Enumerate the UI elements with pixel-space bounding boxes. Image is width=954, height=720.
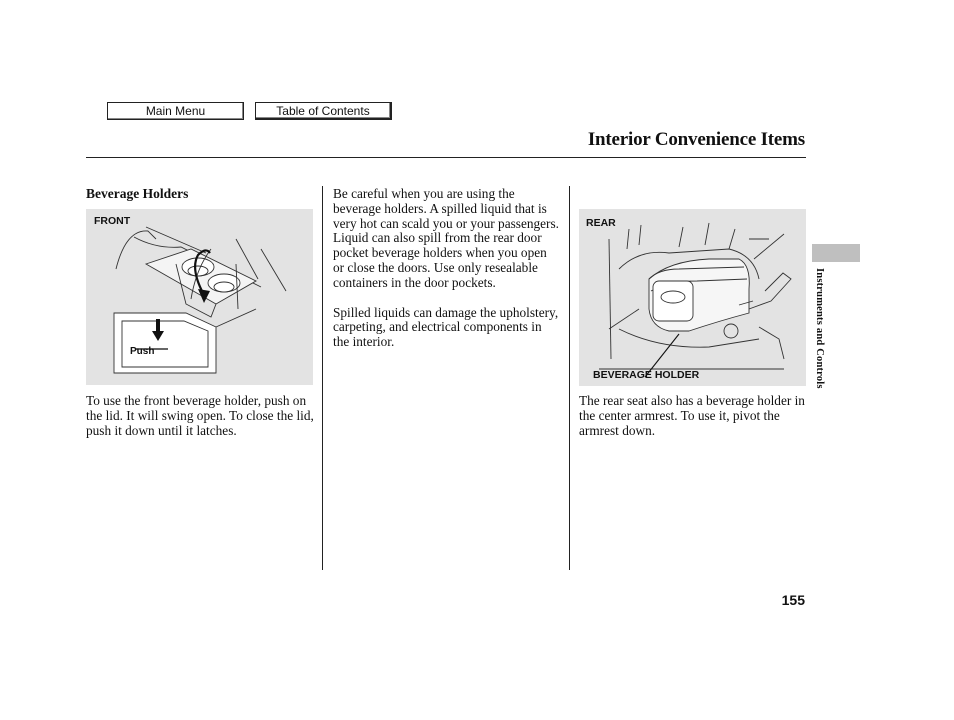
title-rule bbox=[86, 157, 806, 158]
rear-beverage-holder-figure bbox=[579, 209, 806, 386]
front-holder-instructions: To use the front beverage holder, push on the lid. It will swing open. To close the lid, push it down until it latches. bbox=[86, 393, 314, 438]
front-figure-label: FRONT bbox=[94, 215, 131, 227]
section-side-tab bbox=[812, 244, 860, 262]
column-divider-2 bbox=[569, 186, 570, 570]
table-of-contents-button[interactable]: Table of Contents bbox=[255, 102, 392, 120]
front-holder-illustration bbox=[86, 209, 313, 385]
caution-paragraph-1: Be careful when you are using the beverage holders. A spilled liquid that is very hot can scald you or your passengers. Liquid can also spill from the rear door pocket beverage holders when you open or close the doors. Use only resealable containers in the door pockets. bbox=[333, 186, 559, 290]
rear-holder-illustration bbox=[579, 209, 806, 386]
page-number: 155 bbox=[781, 592, 805, 608]
page-title: Interior Convenience Items bbox=[587, 129, 805, 150]
front-beverage-holder-figure bbox=[86, 209, 313, 385]
rear-figure-label: REAR bbox=[586, 217, 616, 229]
main-menu-button[interactable]: Main Menu bbox=[107, 102, 244, 120]
beverage-holder-callout: BEVERAGE HOLDER bbox=[593, 369, 700, 381]
push-label: Push bbox=[130, 346, 155, 357]
caution-paragraph-2: Spilled liquids can damage the upholstery, carpeting, and electrical components in the interior. bbox=[333, 304, 559, 350]
section-side-label: Instruments and Controls bbox=[814, 268, 825, 389]
rear-holder-instructions: The rear seat also has a beverage holder in the center armrest. To use it, pivot the armrest down. bbox=[579, 393, 805, 438]
column-divider-1 bbox=[322, 186, 323, 570]
caution-text bbox=[333, 187, 561, 365]
section-heading: Beverage Holders bbox=[86, 186, 189, 201]
